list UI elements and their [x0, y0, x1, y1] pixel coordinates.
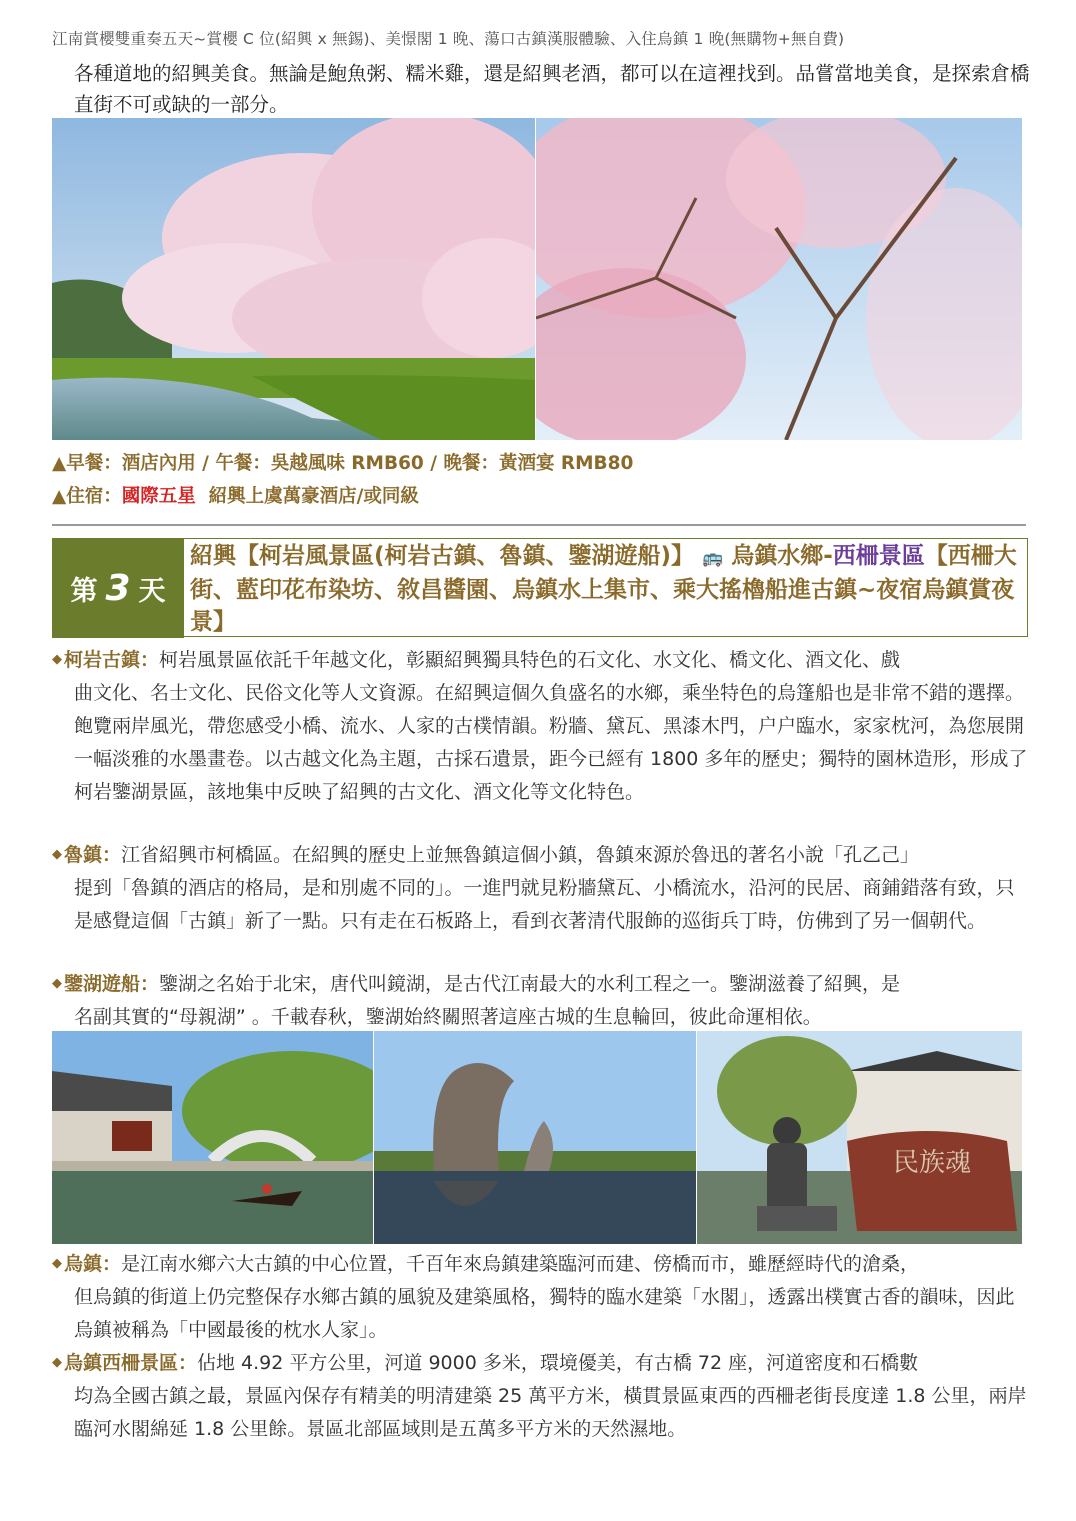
section-text-rest: 均為全國古鎮之最，景區內保存有精美的明清建築 25 萬平方米，橫貫景區東西的西柵老街長度達 1.8 公里，兩岸臨河水閣綿延 1.8 公里餘。景區北部區域則是五萬多平方米的天然濕地。 — [74, 1385, 1027, 1440]
diamond-bullet-icon: ◆ — [52, 652, 62, 667]
section-xizha — [52, 1346, 1028, 1446]
section-label: 柯岩古鎮： — [64, 649, 160, 671]
hotel-name: 紹興上虞萬豪酒店/或同級 — [208, 486, 419, 507]
section-keyan — [52, 643, 1028, 809]
canal-bridge-photo — [52, 1031, 373, 1244]
day-title-part-b: 烏鎮水鄉- — [731, 543, 833, 569]
luxun-statue-photo — [697, 1031, 1022, 1244]
section-jianhu — [52, 967, 1028, 1034]
section-text-first: 佔地 4.92 平方公里，河道 9000 多米，環境優美，有古橋 72 座，河道密度和石橋數 — [197, 1352, 919, 1374]
hotel-prefix: ▲住宿： — [52, 486, 122, 507]
section-text-first: 是江南水鄉六大古鎮的中心位置，千百年來烏鎮建築臨河而建、傍橋而市，雖歷經時代的滄桑， — [121, 1253, 920, 1275]
day-badge — [52, 538, 184, 638]
day-title-part-a: 紹興【柯岩風景區(柯岩古鎮、魯鎮、鑒湖遊船)】 — [190, 543, 695, 569]
section-wuzhen — [52, 1247, 1028, 1347]
diamond-bullet-icon: ◆ — [52, 1256, 62, 1271]
diamond-bullet-icon: ◆ — [52, 976, 62, 991]
diamond-bullet-icon: ◆ — [52, 847, 62, 862]
section-text-first: 江省紹興市柯橋區。在紹興的歷史上並無魯鎮這個小鎮，魯鎮來源於魯迅的著名小說「孔乙己」 — [121, 844, 920, 866]
seal-inscription: 民族魂 — [892, 1148, 972, 1178]
day-number: 3 — [105, 567, 131, 609]
section-luzhen — [52, 838, 1028, 938]
section-text-first: 柯岩風景區依託千年越文化，彰顯紹興獨具特色的石文化、水文化、橋文化、酒文化、戲 — [159, 649, 901, 671]
meal-info: ▲早餐：酒店內用 / 午餐：吳越風味 RMB60 / 晚餐：黃酒宴 RMB80 — [52, 453, 634, 474]
rock-lake-photo — [374, 1031, 696, 1244]
section-text-rest: 提到「魯鎮的酒店的格局，是和別處不同的」。一進門就見粉牆黛瓦、小橋流水，沿河的民居、商鋪錯落有致，只是感覺這個「古鎮」新了一點。只有走在石板路上，看到衣著清代服飾的巡街兵丁時，仿佛到了另一個朝代。 — [74, 877, 1015, 932]
section-text-rest: 但烏鎮的街道上仍完整保存水鄉古鎮的風貌及建築風格，獨特的臨水建築「水閣」，透露出樸實古香的韻味，因此烏鎮被稱為「中國最後的枕水人家」。 — [74, 1286, 1015, 1341]
hotel-info — [52, 482, 419, 508]
section-label: 鑒湖遊船： — [64, 973, 160, 995]
day-title — [190, 540, 1022, 638]
cherry-blossom-photo-river — [52, 118, 535, 440]
intro-paragraph: 各種道地的紹興美食。無論是鮑魚粥、糯米雞，還是紹興老酒，都可以在這裡找到。品嘗當地美食，是探索倉橋直街不可或缺的一部分。 — [74, 62, 1030, 116]
day-title-part-c: 【西柵大街、藍印花布染坊、敘昌醬園、烏鎮水上集市、乘大搖櫓船進古鎮~夜宿烏鎮賞夜景】 — [190, 543, 1017, 635]
section-label: 烏鎮： — [64, 1253, 122, 1275]
page-header-title: 江南賞櫻雙重奏五天~賞櫻 C 位(紹興 x 無錫)、美憬閣 1 晚、蕩口古鎮漢服體驗、入住烏鎮 1 晚(無購物+無自費) — [52, 30, 845, 48]
section-label: 魯鎮： — [64, 844, 122, 866]
hotel-star-rating: 國際五星 — [121, 486, 196, 507]
section-divider — [52, 524, 1026, 526]
bus-icon: 🚌 — [702, 548, 724, 568]
section-text-first: 鑒湖之名始于北宋，唐代叫鏡湖，是古代江南最大的水利工程之一。鑒湖滋養了紹興，是 — [159, 973, 901, 995]
section-text-rest: 曲文化、名士文化、民俗文化等人文資源。在紹興這個久負盛名的水鄉，乘坐特色的烏篷船也是非常不錯的選擇。飽覽兩岸風光，帶您感受小橋、流水、人家的古樸情韻。粉牆、黛瓦、黑漆木門，户户臨水，家家枕河，為您展開一幅淡雅的水墨畫卷。以古越文化為主題，古採石遺景，距今已經有 1800 多年的歷史；獨特的園林造形，形成了柯岩鑒湖景區，該地集中反映了紹興的古文化、酒文化等文化特色。 — [74, 682, 1028, 803]
diamond-bullet-icon: ◆ — [52, 1355, 62, 1370]
day-title-highlight: 西柵景區 — [832, 543, 925, 569]
section-text-rest: 名副其實的“母親湖” 。千載春秋，鑒湖始終關照著這座古城的生息輪回，彼此命運相依。 — [74, 1006, 822, 1028]
day-label-pre: 第 — [70, 575, 98, 607]
day-label-post: 天 — [138, 575, 166, 607]
section-label: 烏鎮西柵景區： — [64, 1352, 198, 1374]
cherry-blossom-photo-branches — [536, 118, 1022, 440]
